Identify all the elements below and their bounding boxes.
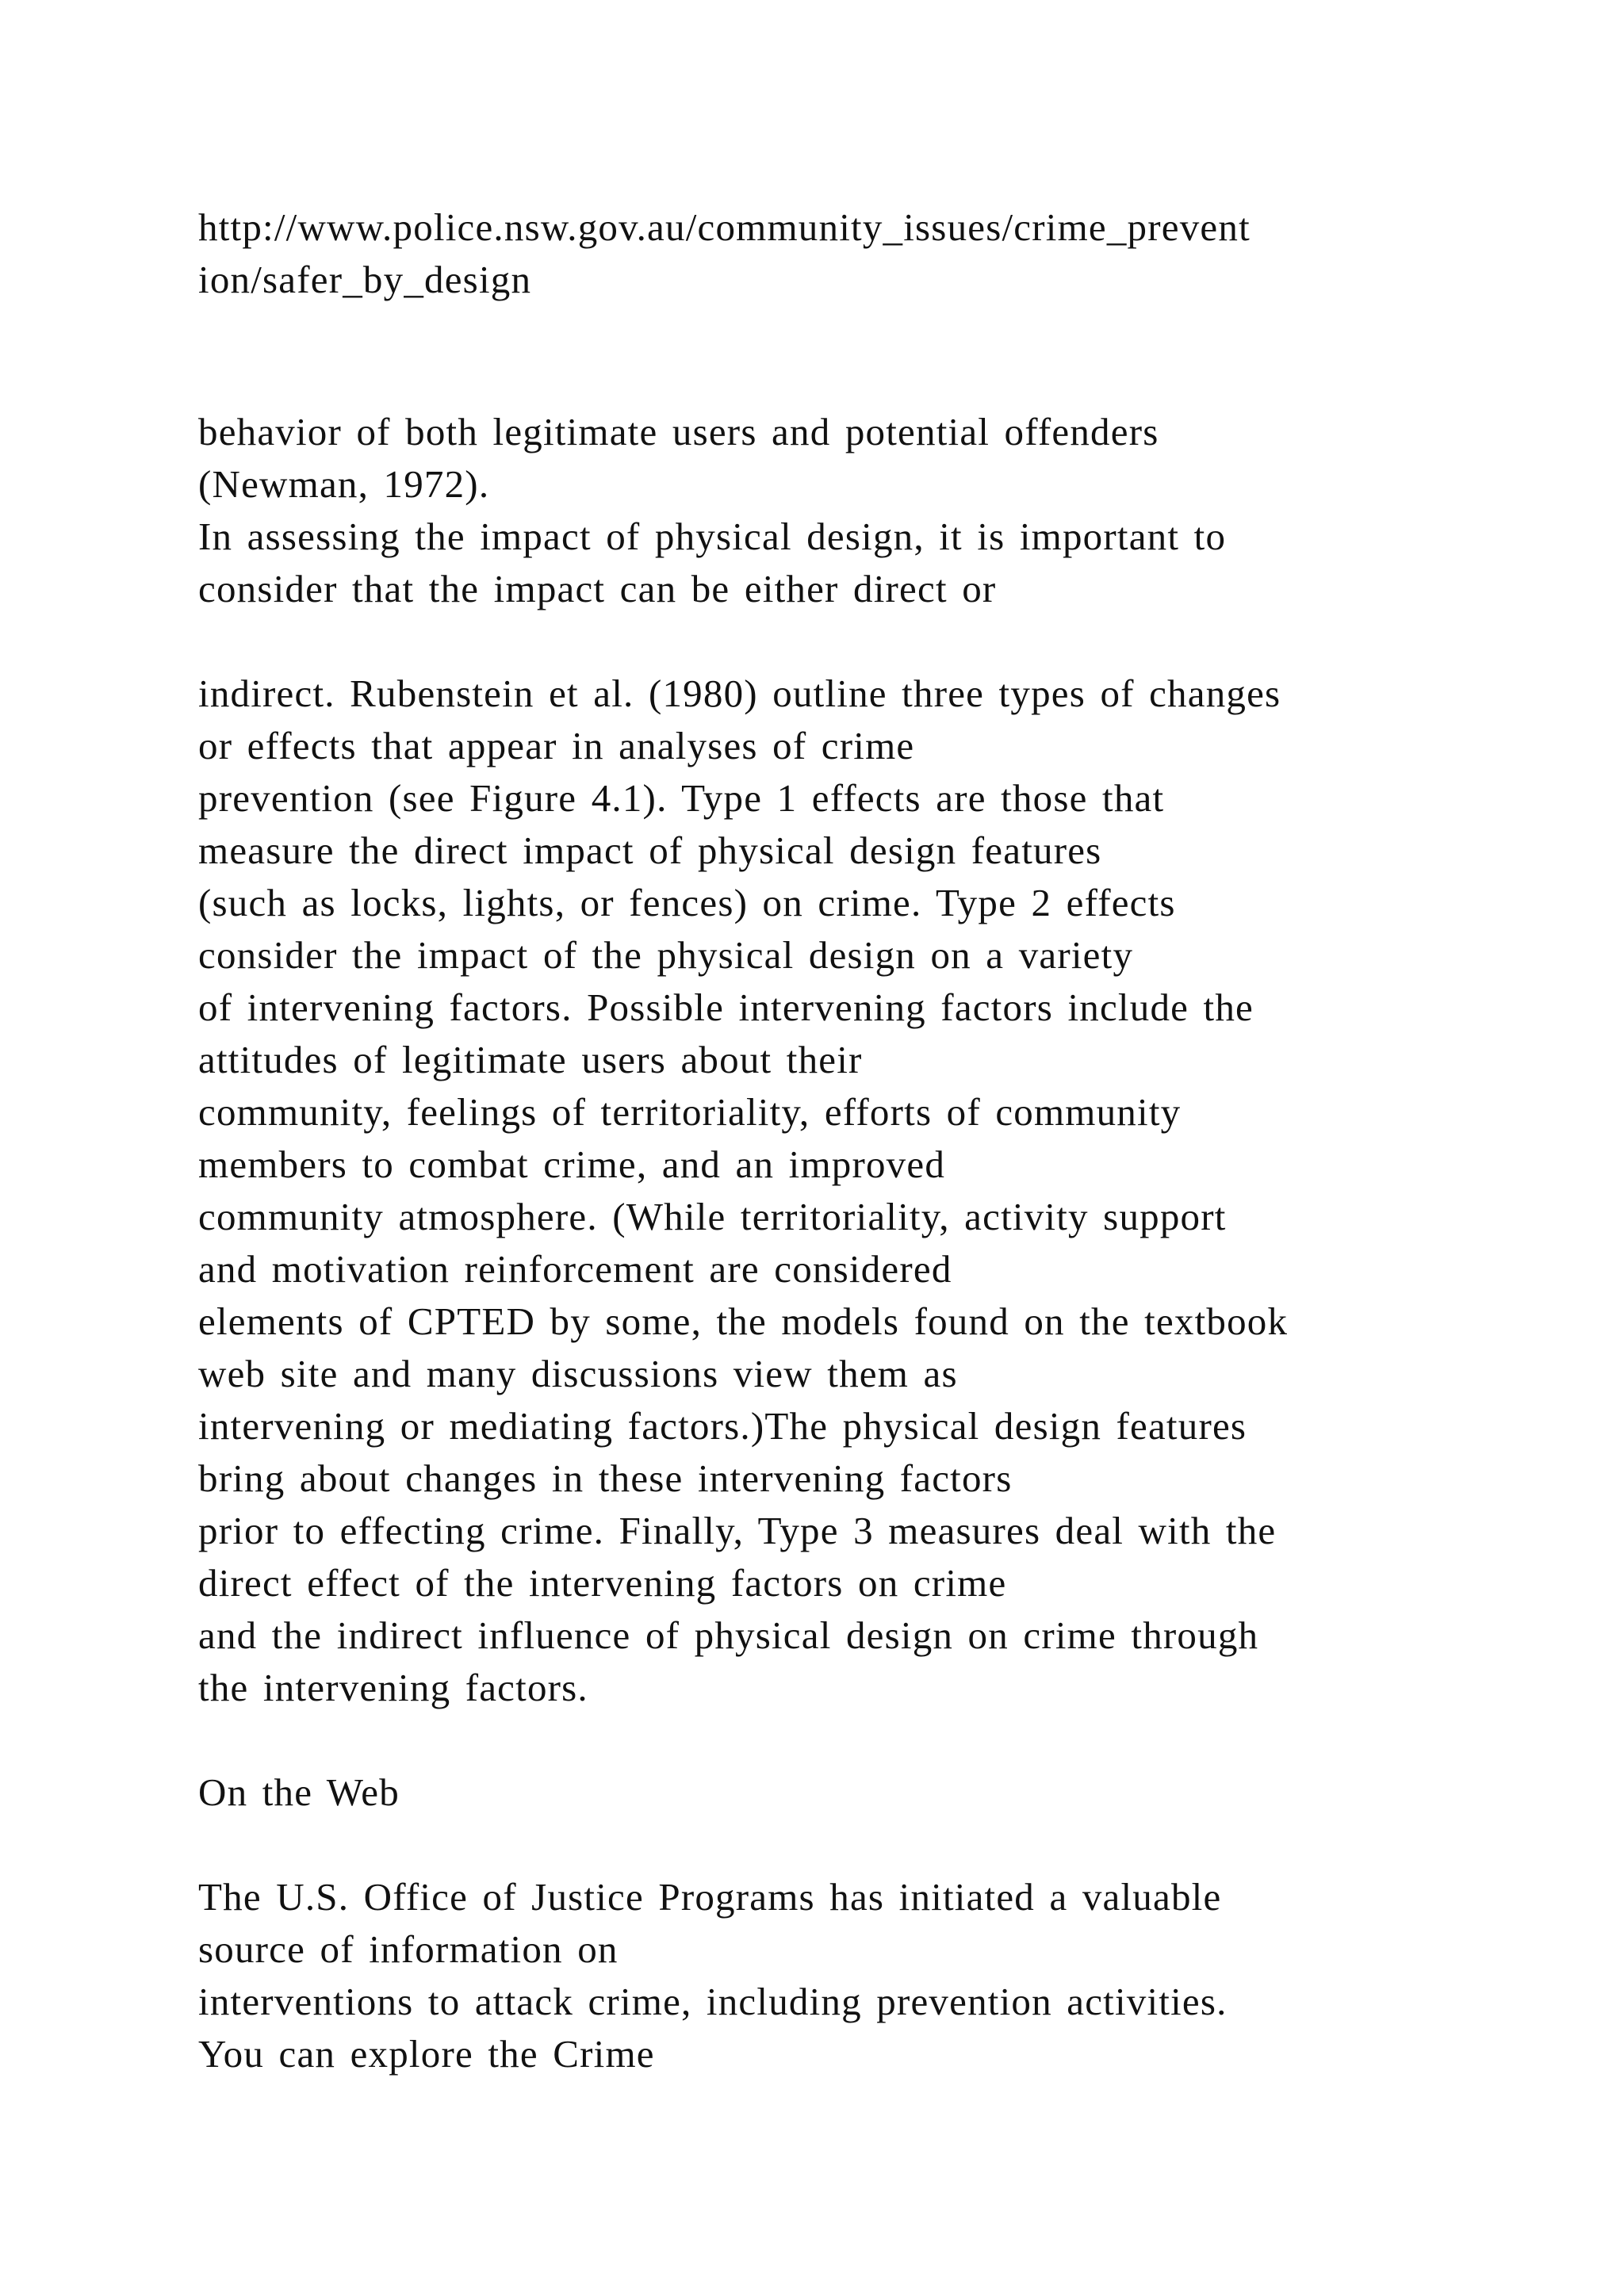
paragraph-line: The U.S. Office of Justice Programs has initiated a valuable bbox=[198, 1875, 1222, 1919]
paragraph-line: You can explore the Crime bbox=[198, 2032, 655, 2076]
paragraph-line: indirect. Rubenstein et al. (1980) outline three types of changes bbox=[198, 672, 1281, 715]
paragraph-line: members to combat crime, and an improved bbox=[198, 1142, 946, 1186]
paragraph-line: bring about changes in these intervening factors bbox=[198, 1456, 1013, 1500]
paragraph-line: web site and many discussions view them as bbox=[198, 1352, 958, 1395]
paragraph-line: prior to effecting crime. Finally, Type 3 measures deal with the bbox=[198, 1509, 1277, 1552]
paragraph-line: measure the direct impact of physical design features bbox=[198, 828, 1102, 872]
paragraph-line: interventions to attack crime, including prevention activities. bbox=[198, 1980, 1228, 2023]
paragraph-line: and motivation reinforcement are considered bbox=[198, 1247, 952, 1291]
source-url-line-1: http://www.police.nsw.gov.au/community_issues/crime_prevent bbox=[198, 205, 1251, 249]
paragraph-line: attitudes of legitimate users about their bbox=[198, 1038, 863, 1081]
paragraph-line: the intervening factors. bbox=[198, 1666, 588, 1709]
paragraph-line: (such as locks, lights, or fences) on crime. Type 2 effects bbox=[198, 881, 1176, 924]
paragraph-line: of intervening factors. Possible intervening factors include the bbox=[198, 985, 1254, 1029]
source-url-line-2: ion/safer_by_design bbox=[198, 258, 532, 301]
paragraph-line: community, feelings of territoriality, efforts of community bbox=[198, 1090, 1182, 1134]
paragraph-line: behavior of both legitimate users and potential offenders bbox=[198, 410, 1159, 453]
section-heading: On the Web bbox=[198, 1770, 400, 1814]
paragraph-line: consider the impact of the physical design on a variety bbox=[198, 933, 1134, 977]
paragraph-line: In assessing the impact of physical design, it is important to bbox=[198, 515, 1227, 558]
paragraph-line: community atmosphere. (While territoriality, activity support bbox=[198, 1195, 1227, 1238]
paragraph-line: (Newman, 1972). bbox=[198, 462, 490, 506]
paragraph-line: and the indirect influence of physical design on crime through bbox=[198, 1613, 1259, 1657]
paragraph-line: elements of CPTED by some, the models found on the textbook bbox=[198, 1299, 1289, 1343]
paragraph-line: source of information on bbox=[198, 1927, 619, 1971]
paragraph-line: consider that the impact can be either direct or bbox=[198, 567, 997, 610]
paragraph-line: intervening or mediating factors.)The physical design features bbox=[198, 1404, 1247, 1448]
paragraph-line: direct effect of the intervening factors on crime bbox=[198, 1561, 1007, 1605]
paragraph-line: or effects that appear in analyses of crime bbox=[198, 724, 915, 767]
paragraph-line: prevention (see Figure 4.1). Type 1 effects are those that bbox=[198, 776, 1165, 820]
